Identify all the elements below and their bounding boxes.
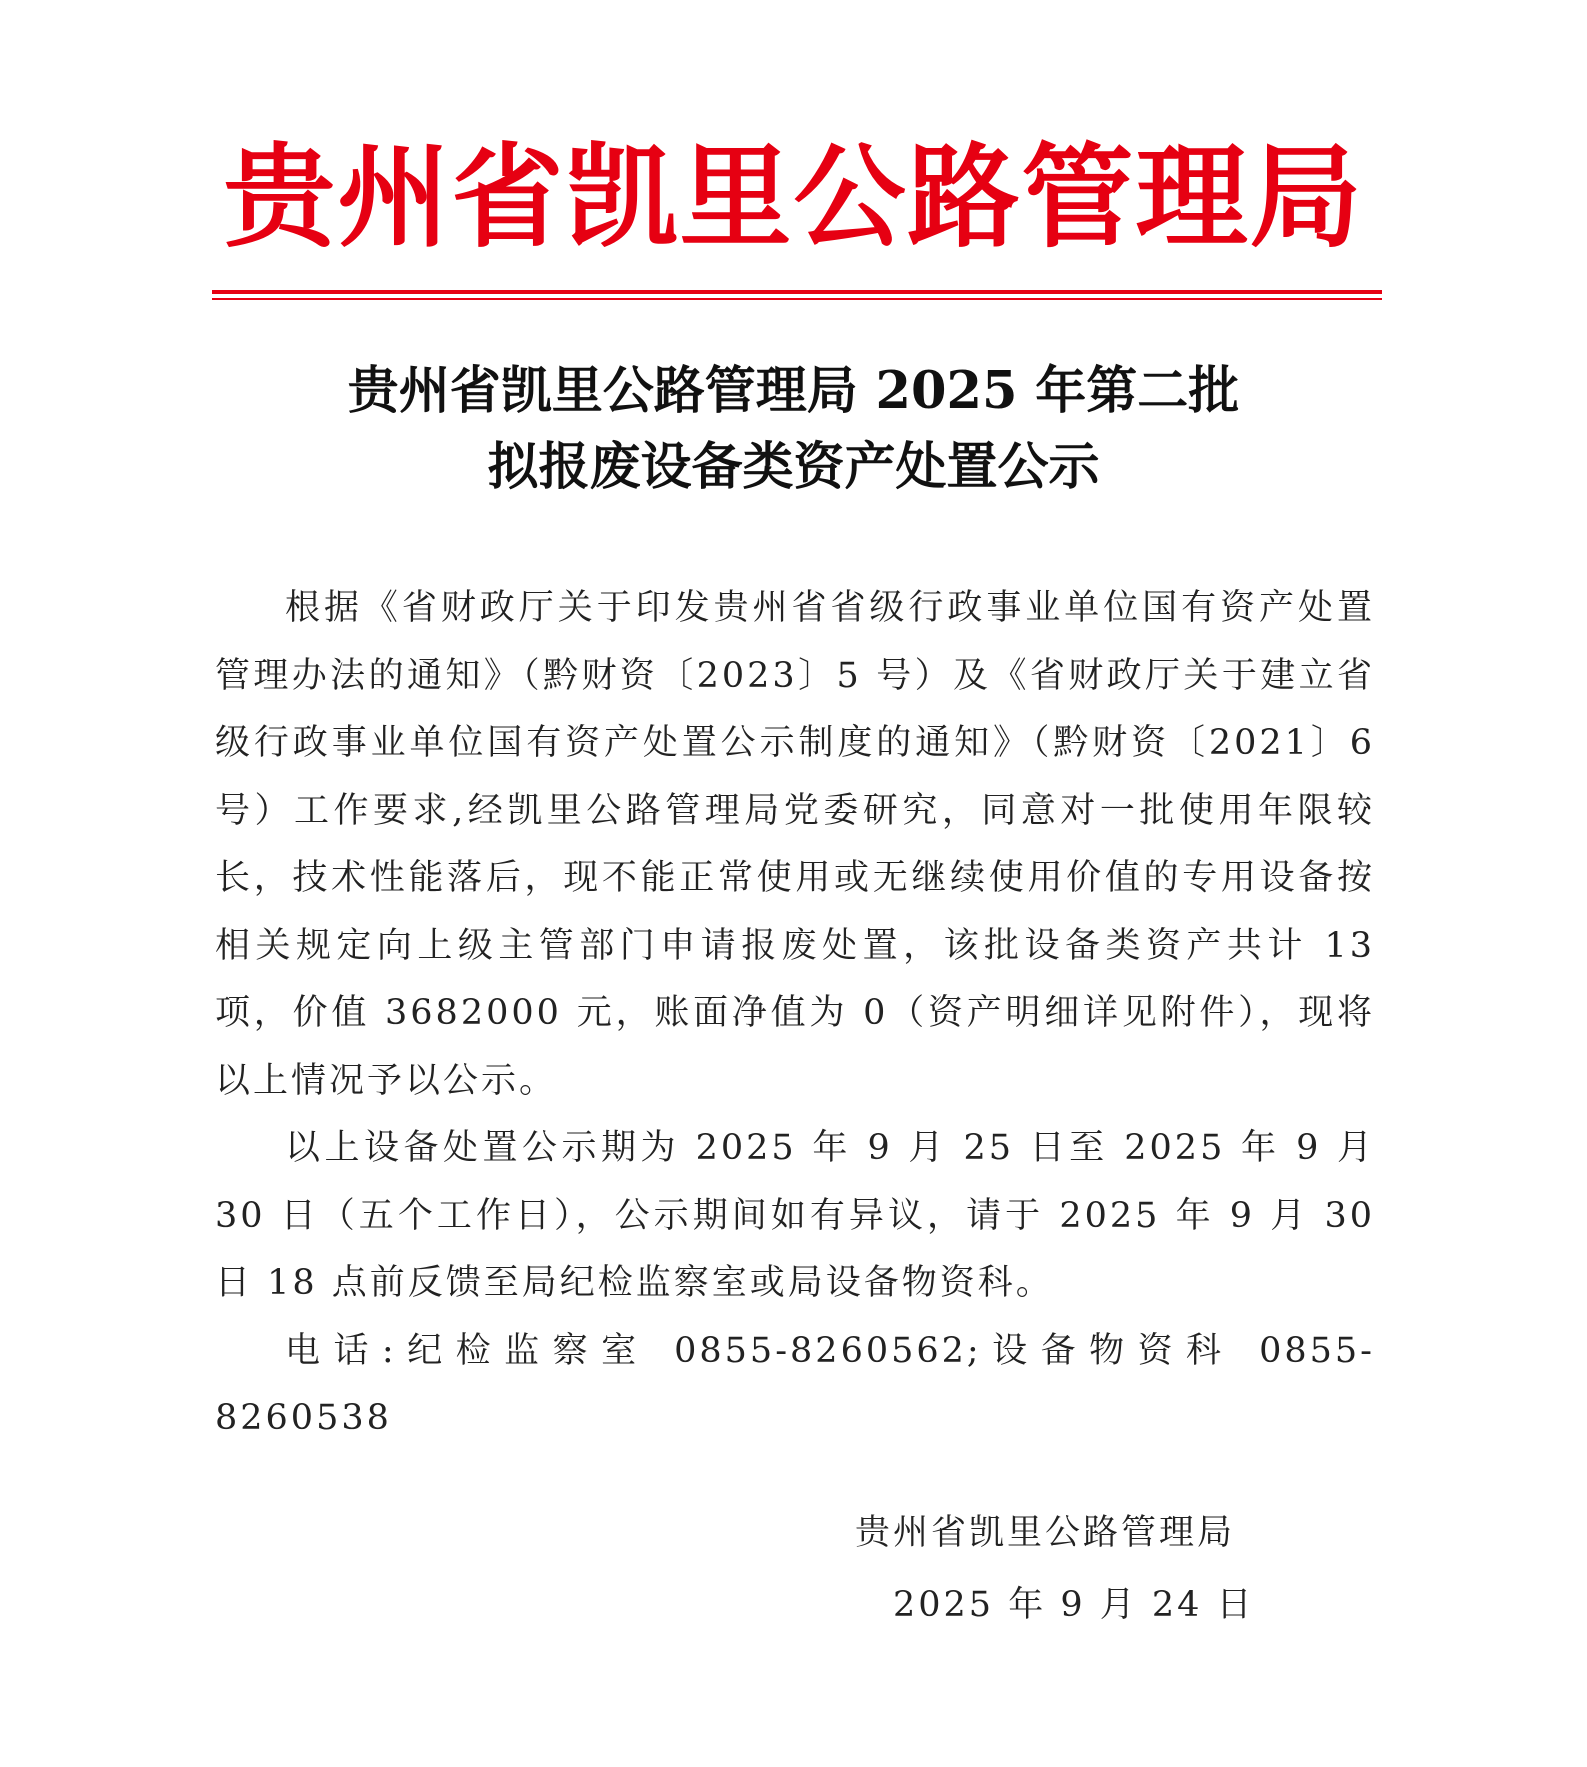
document-body [215, 575, 1375, 1453]
signature-date: 2025 年 9 月 24 日 [893, 1585, 1255, 1625]
letterhead-title: 贵州省凯里公路管理局 [223, 132, 1364, 263]
letterhead-red-rule-thin [212, 298, 1382, 300]
body-paragraph-period: 以上设备处置公示期为 2025 年 9 月 25 日至 2025 年 9 月 30 日（五个工作日），公示期间如有异议，请于 2025 年 9 月 30 日 18 点前反馈至局纪检监察室或局设备物资科。 [215, 1128, 1375, 1303]
letterhead-red-rule-thick [212, 290, 1382, 294]
body-paragraph-contact: 电话:纪检监察室 0855-8260562;设备物资科 0855-8260538 [215, 1330, 1375, 1438]
signature-organization: 贵州省凯里公路管理局 [855, 1513, 1236, 1553]
body-paragraph-basis: 根据《省财政厅关于印发贵州省省级行政事业单位国有资产处置管理办法的通知》（黔财资〔2023〕5 号）及《省财政厅关于建立省级行政事业单位国有资产处置公示制度的通知》（黔财资〔2021〕6 号）工作要求,经凯里公路管理局党委研究，同意对一批使用年限较长，技术性能落后，现不能正常使用或无继续使用价值的专用设备按相关规定向上级主管部门申请报废处置，该批设备类资产共计 13 项，价值 3682000 元，账面净值为 0（资产明细详见附件），现将以上情况予以公示。 [215, 588, 1375, 1101]
document-title-line-1: 贵州省凯里公路管理局 2025 年第二批 [347, 361, 1240, 421]
document-title-line-2: 拟报废设备类资产处置公示 [487, 437, 1100, 497]
